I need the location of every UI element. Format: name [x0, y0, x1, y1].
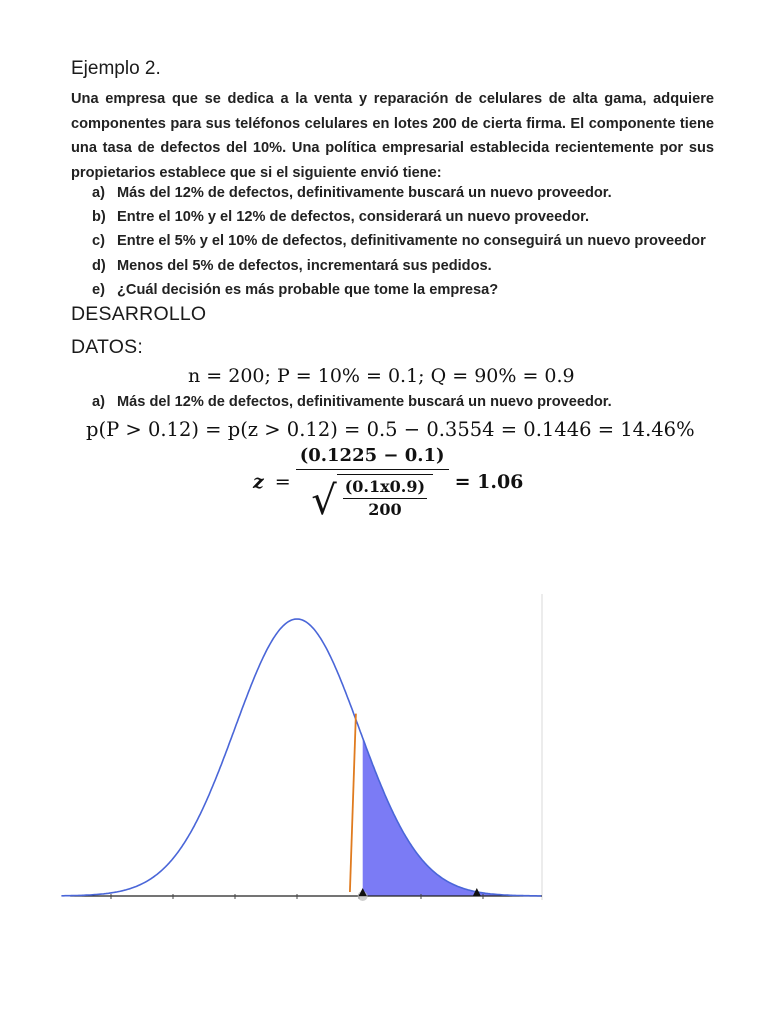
options-list [92, 181, 706, 302]
list-marker: a) [92, 394, 105, 410]
z-denominator [311, 474, 433, 524]
z-symbol: z [253, 471, 264, 493]
list-marker: e) [92, 281, 105, 298]
list-item-text: Más del 12% de defectos, definitivamente buscará un nuevo proveedor. [117, 185, 612, 201]
list-marker: c) [92, 233, 105, 250]
list-marker: b) [92, 209, 106, 226]
problem-statement: Una empresa que se dedica a la venta y reparación de celulares de alta gama, adquiere componentes para sus teléfonos celulares en lotes 200 de cierta firma. El componente tiene una tasa de defectos del 10%. Una política empresarial establecida recientemente por sus propietarios establece que si el siguiente envió tiene: [71, 91, 714, 181]
z-marker-line [350, 714, 356, 892]
probability-equation: p(P > 0.12) = p(z > 0.12) = 0.5 − 0.3554 = 0.1446 = 14.46% [86, 418, 695, 441]
equals-sign: = [274, 471, 291, 493]
z-numerator: (0.1225 − 0.1) [296, 445, 449, 470]
list-item [92, 254, 706, 278]
shaded-tail-area [363, 738, 542, 896]
list-item [92, 278, 706, 302]
list-item-text: Entre el 10% y el 12% de defectos, considerará un nuevo proveedor. [117, 209, 590, 226]
list-item [92, 229, 706, 253]
list-marker: a) [92, 185, 105, 201]
section-desarrollo: DESARROLLO [71, 303, 207, 325]
list-item-text: Más del 12% de defectos, definitivamente buscará un nuevo proveedor. [117, 394, 612, 410]
list-item-text: Menos del 5% de defectos, incrementará sus pedidos. [117, 257, 492, 274]
list-item-text: ¿Cuál decisión es más probable que tome la empresa? [117, 281, 499, 298]
normal-distribution-plot [60, 588, 550, 908]
example-heading: Ejemplo 2. [71, 58, 161, 79]
radical-body [337, 474, 433, 519]
z-formula [253, 445, 524, 524]
z-fraction [296, 445, 449, 524]
radical-numerator: (0.1x0.9) [343, 477, 427, 499]
repeat-option-list [92, 390, 612, 414]
section-datos: DATOS: [71, 336, 143, 358]
normal-curve [61, 619, 541, 896]
list-item [92, 181, 706, 205]
radical-sign: √ [311, 478, 337, 524]
datos-equation: n = 200; P = 10% = 0.1; Q = 90% = 0.9 [188, 365, 575, 387]
list-item [92, 205, 706, 229]
list-item-text: Entre el 5% y el 10% de defectos, definitivamente no conseguirá un nuevo proveedor [117, 233, 706, 250]
list-item [92, 390, 612, 414]
list-marker: d) [92, 257, 106, 274]
z-result: = 1.06 [454, 471, 524, 493]
radical-denominator: 200 [368, 500, 402, 519]
